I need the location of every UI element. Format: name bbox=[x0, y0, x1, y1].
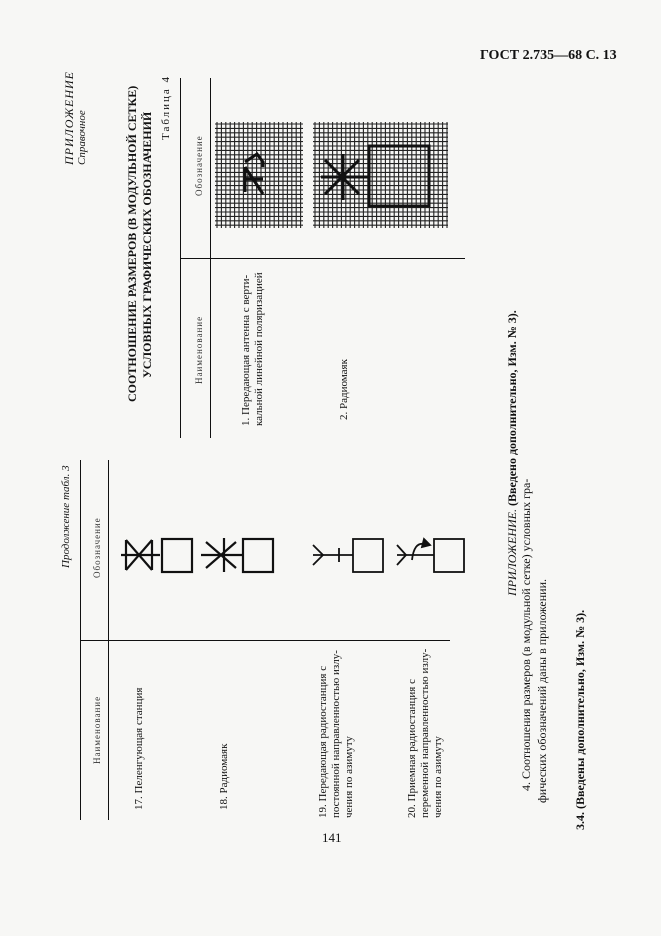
row-line: чения по азимуту bbox=[343, 736, 355, 818]
row-number: 17. bbox=[133, 796, 145, 810]
row-line: кальной линейной поляризацией bbox=[253, 272, 265, 426]
row-line: переменной направленностью излу- bbox=[419, 648, 431, 818]
row-label: Радиомаяк bbox=[218, 743, 230, 794]
row-label: Пеленгующая станция bbox=[133, 687, 145, 794]
table-row-18 bbox=[218, 744, 231, 810]
appendix-sublabel: Справочное bbox=[76, 110, 88, 165]
row-line: 2. Радиомаяк bbox=[338, 359, 350, 420]
table-number-label: Таблица 4 bbox=[160, 74, 172, 140]
row-line: Приемная радиостанция с bbox=[406, 679, 418, 802]
body-paragraph bbox=[518, 479, 550, 803]
row-number: 19. bbox=[317, 804, 329, 818]
antenna-grid-symbol bbox=[215, 122, 303, 228]
table-row-20 bbox=[406, 649, 445, 818]
table-row-19 bbox=[317, 650, 356, 818]
paragraph-line: 4. Соотношения размеров (в модульной сетке) условных гра- bbox=[519, 478, 533, 791]
column-header-symbol: Обозначение bbox=[92, 517, 102, 578]
document-header: ГОСТ 2.735—68 С. 13 bbox=[480, 48, 617, 63]
page-number: 141 bbox=[322, 830, 342, 845]
row-line: постоянной направленностью излу- bbox=[330, 650, 342, 818]
row-line: 1. Передающая антенна с верти- bbox=[240, 274, 252, 426]
appendix-footer bbox=[505, 310, 520, 596]
table-row-17 bbox=[133, 688, 146, 810]
paragraph-line: фических обозначений даны в приложении. bbox=[535, 578, 549, 803]
appendix-column-header-name: Наименование bbox=[194, 315, 204, 384]
row-line: чения по азимуту bbox=[432, 736, 444, 818]
row-number: 18. bbox=[218, 796, 230, 810]
row-line: Передающая радиостанция с bbox=[317, 665, 329, 802]
receiving-station-symbol bbox=[392, 530, 472, 580]
radio-beacon-symbol bbox=[198, 530, 278, 580]
appendix-title-line2: УСЛОВНЫХ ГРАФИЧЕСКИХ ОБОЗНАЧЕНИЙ bbox=[140, 111, 154, 378]
appendix-label: ПРИЛОЖЕНИЕ bbox=[62, 71, 76, 165]
appendix-footer-text: (Введено дополнительно, Изм. № 3). bbox=[505, 310, 519, 507]
row-number: 20. bbox=[406, 804, 418, 818]
transmitting-station-symbol bbox=[305, 530, 385, 580]
appendix-title-line1: СООТНОШЕНИЕ РАЗМЕРОВ (В МОДУЛЬНОЙ СЕТКЕ) bbox=[125, 85, 139, 402]
modular-grid bbox=[215, 122, 303, 228]
column-header-name: Наименование bbox=[92, 695, 102, 764]
appendix-footer-label: ПРИЛОЖЕНИЕ. bbox=[505, 509, 519, 596]
direction-finder-station-symbol bbox=[118, 530, 198, 580]
appendix-table-column-rule bbox=[180, 258, 465, 259]
amendment-note: 3.4. (Введены дополнительно, Изм. № 3). bbox=[573, 609, 587, 830]
table-caption: Продолжение табл. 3 bbox=[60, 465, 72, 568]
appendix-row-2 bbox=[338, 359, 351, 420]
appendix-row-1 bbox=[240, 272, 266, 426]
beacon-grid-symbol bbox=[313, 122, 448, 228]
table-column-rule bbox=[80, 640, 450, 641]
appendix-column-header-symbol: Обозначение bbox=[194, 135, 204, 196]
